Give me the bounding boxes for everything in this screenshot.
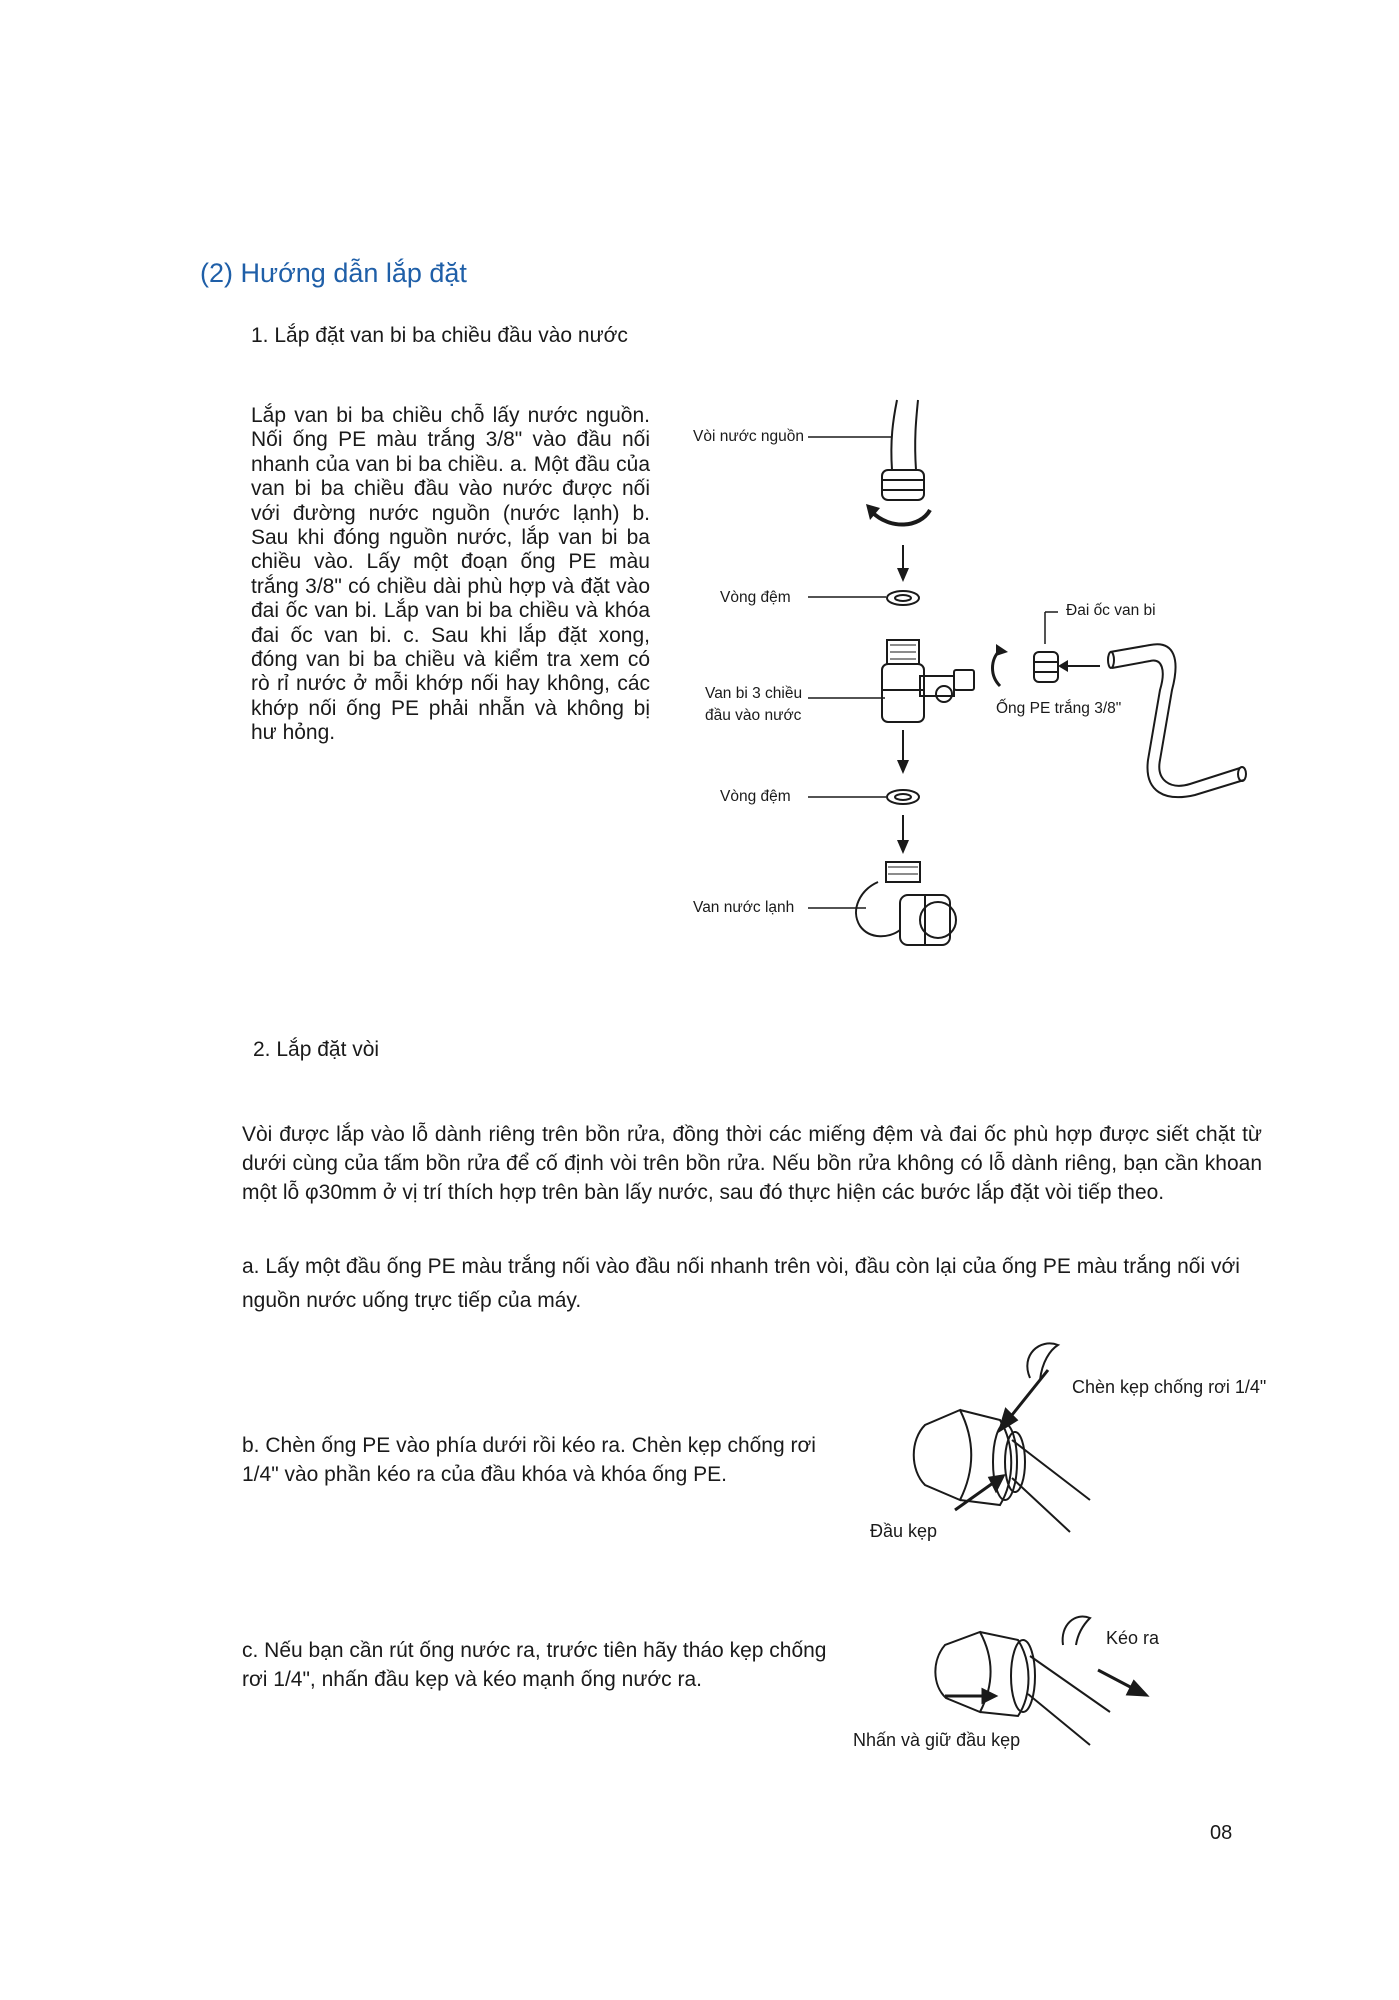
step1-title: 1. Lắp đặt van bi ba chiều đầu vào nước <box>251 324 628 347</box>
page-number: 08 <box>1210 1822 1233 1844</box>
label-source-faucet: Vòi nước nguồn <box>693 428 805 445</box>
label-press: Nhấn và giữ đầu kẹp <box>853 1730 1021 1750</box>
step2-title: 2. Lắp đặt vòi <box>253 1038 380 1061</box>
step1-body: Lắp van bi ba chiều chỗ lấy nước nguồn. Nối ống PE màu trắng 3/8" vào đầu nối nhanh của van bi ba chiều. a. Một đầu của van bi ba chiều đầu vào nước được nối với đường nước nguồn (nước lạnh) b. Sau khi đóng nguồn nước, lắp van bi ba chiều vào. Lấy một đoạn ống PE màu trắng 3/8" có chiều dài phù hợp và đặt vào đai ốc van bi. Lắp van bi ba chiều và khóa đai ốc van bi. c. Sau khi lắp đặt xong, đóng van bi ba chiều và kiểm tra xem có rò rỉ nước ở mỗi khớp nối hay không, các khớp nối ống PE phải nhẵn và không bị hư hỏng. <box>251 404 650 745</box>
label-cold-valve: Van nước lạnh <box>693 899 795 916</box>
section-title: (2) Hướng dẫn lắp đặt <box>200 258 467 288</box>
label-gasket-top: Vòng đệm <box>720 589 791 606</box>
label-valve-line1: Van bi 3 chiều <box>705 685 803 702</box>
step2-intro: Vòi được lắp vào lỗ dành riêng trên bồn rửa, đồng thời các miếng đệm và đai ốc phù hợp được siết chặt từ dưới cùng của tấm bồn rửa để cố định vòi trên bồn rửa. Nếu bồn rửa không có lỗ dành riêng, bạn cần khoan một lỗ φ30mm ở vị trí thích hợp trên bàn lấy nước, sau đó thực hiện các bước lắp đặt vòi tiếp theo. <box>242 1123 1262 1204</box>
label-ball-nut: Đai ốc van bi <box>1066 602 1156 619</box>
label-pe-pipe: Ống PE trắng 3/8" <box>996 700 1122 717</box>
step2-b: b. Chèn ống PE vào phía dưới rồi kéo ra. Chèn kẹp chống rơi 1/4" vào phần kéo ra của đầu khóa và khóa ống PE. <box>242 1434 816 1486</box>
step2-a: a. Lấy một đầu ống PE màu trắng nối vào đầu nối nhanh trên vòi, đầu còn lại của ống PE màu trắng nối với nguồn nước uống trực tiếp của máy. <box>242 1255 1240 1312</box>
label-collet: Đầu kẹp <box>870 1521 938 1541</box>
label-gasket-bottom: Vòng đệm <box>720 788 791 805</box>
step2-c: c. Nếu bạn cần rút ống nước ra, trước tiên hãy tháo kẹp chống rơi 1/4", nhấn đầu kẹp và kéo mạnh ống nước ra. <box>242 1639 827 1691</box>
label-pull: Kéo ra <box>1106 1628 1160 1648</box>
clip-removed-icon <box>1063 1617 1090 1645</box>
label-valve-line2: đầu vào nước <box>705 707 802 724</box>
label-clip: Chèn kẹp chống rơi 1/4" <box>1072 1377 1267 1397</box>
pe-tube-pulled <box>1028 1656 1110 1745</box>
